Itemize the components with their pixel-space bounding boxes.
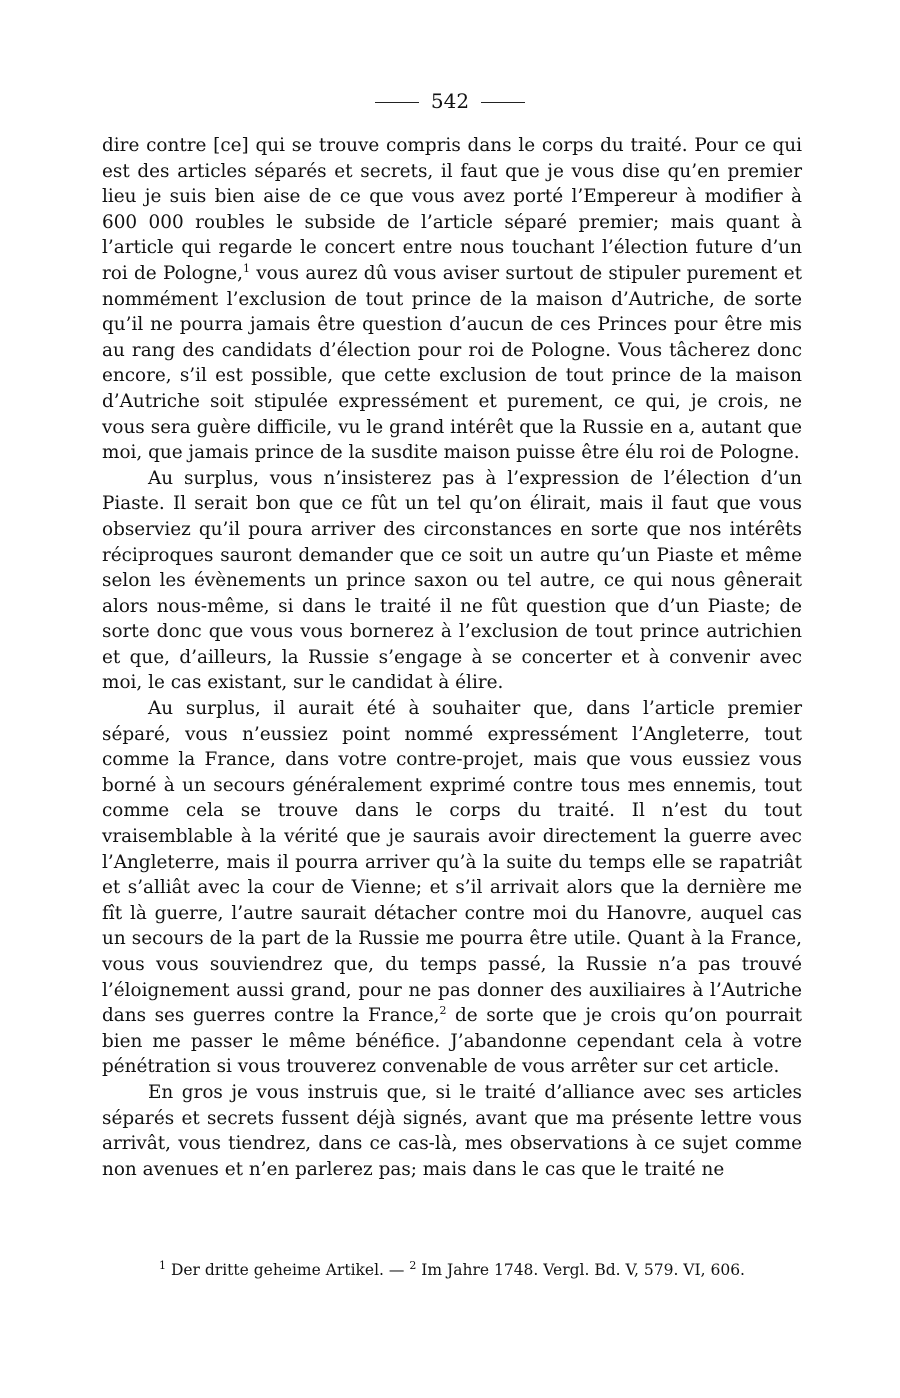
page-number: 542 (430, 89, 470, 113)
page-header (0, 88, 900, 114)
text-segment: Au surplus, vous n’insisterez pas à l’expression de l’élection d’un Piaste. Il serait bon que ce fût un tel qu’on élirait, mais il faut que vous observiez qu’il poura arriver des circonstances en sorte que nos intérêts réciproques sauront demander que ce soit un autre qu’un Piaste et même selon les évènements un prince saxon ou tel autre, ce qui nous gênerait alors nous-même, si dans le traité il ne fût question que d’un Piaste; de sorte donc que vous vous bornerez à l’exclusion de tout prince autrichien et que, d’ailleurs, la Russie s’engage à se concerter et à convenir avec moi, le cas existant, sur le candidat à élire. (102, 467, 802, 694)
paragraph (102, 466, 802, 696)
text-segment: de sorte que je crois qu’on pourrait bien me passer le même bénéfice. J’abandonne cependant cela à votre pénétration si vous trouverez convenable de vous arrêter sur cet article. (102, 1005, 802, 1078)
paragraph (102, 696, 802, 1080)
footnote-marker: 1 (243, 261, 250, 275)
text-segment: Au surplus, il aurait été à souhaiter que, dans l’article premier séparé, vous n’eussiez point nommé expressément l’Angleterre, tout comme la France, dans votre contre-projet, mais que vous eussiez vous borné à un secours généralement exprimé contre tous mes ennemis, tout comme cela se trouve dans le corps du traité. Il n’est du tout vraisemblable à la vérité que je saurais avoir directement la guerre avec l’Angleterre, mais il pourra arriver qu’à la suite du temps elle se rapatriât et s’alliât avec la cour de Vienne; et s’il arrivait alors que la dernière me fît là guerre, l’autre saurait détacher contre moi du Hanovre, auquel cas un secours de la part de la Russie me pourra être utile. Quant à la France, vous vous souviendrez que, du temps passé, la Russie n’a pas trouvé l’éloignement aussi grand, pour ne pas donner des auxiliaires à l’Autriche dans ses guerres contre la France, (102, 698, 802, 1027)
body-text (102, 133, 802, 1182)
footnote-text: Der dritte geheime Artikel. (166, 1261, 384, 1279)
footnote-marker: 1 (159, 1258, 167, 1272)
footnote-marker: 2 (409, 1258, 417, 1272)
paragraph (102, 1080, 802, 1182)
text-segment: vous aurez dû vous aviser surtout de stipuler purement et nommément l’exclusion de tout prince de la maison d’Autriche, de sorte qu’il ne pourra jamais être question d’aucun de ces Princes pour être mis au rang des candidats d’élection pour roi de Pologne. Vous tâcherez donc encore, s’il est possible, que cette exclusion de tout prince de la maison d’Autriche soit stipulée expressément et purement, ce qui, je crois, ne vous sera guère difficile, vu le grand intérêt que la Russie en a, autant que moi, que jamais prince de la susdite maison puisse être élu roi de Pologne. (102, 262, 802, 464)
text-segment: En gros je vous instruis que, si le traité d’alliance avec ses articles séparés et secrets fussent déjà signés, avant que ma présente lettre vous arrivât, vous tiendrez, dans ce cas-là, mes observations à ce sujet comme non avenues et n’en parlerez pas; mais dans le cas que le traité ne (102, 1081, 802, 1180)
footnote-separator: — (383, 1261, 410, 1279)
header-rule-right (481, 102, 525, 103)
footnote-marker: 2 (439, 1004, 447, 1018)
text-segment: dire contre [ce] qui se trouve compris dans le corps du traité. Pour ce qui est des articles séparés et secrets, il faut que je vous dise qu’en premier lieu je suis bien aise de ce que vous avez porté l’Empereur à modifier à 600 000 roubles le subside de l’article séparé premier; mais quant à l’article qui regarde le concert entre nous touchant l’élection future d’un roi de Pologne, (102, 135, 802, 284)
footnotes (102, 1259, 802, 1281)
paragraph (102, 133, 802, 466)
header-rule-left (375, 102, 419, 103)
footnote-text: Im Jahre 1748. Vergl. Bd. V, 579. VI, 606. (416, 1261, 745, 1279)
